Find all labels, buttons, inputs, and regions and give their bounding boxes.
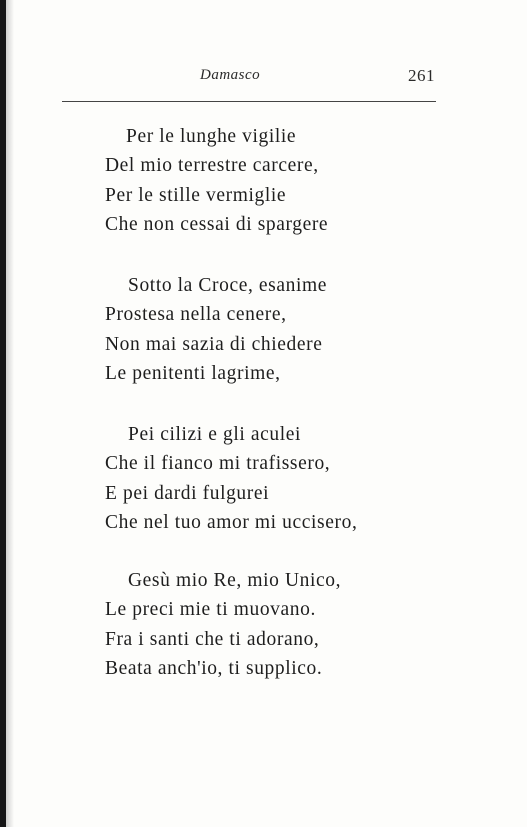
poem-line: Prostesa nella cenere,: [105, 304, 287, 325]
poem-line: Gesù mio Re, mio Unico,: [128, 570, 342, 591]
poem-line: Beata anch'io, ti supplico.: [105, 658, 323, 679]
poem-line: Fra i santi che ti adorano,: [105, 629, 320, 650]
poem-line: E pei dardi fulgurei: [105, 483, 270, 504]
poem-line: Che non cessai di spargere: [105, 214, 329, 235]
page-number: 261: [408, 66, 435, 85]
poem-line: Pei cilizi e gli aculei: [128, 424, 301, 445]
poem-line: Le preci mie ti muovano.: [105, 599, 316, 620]
poem-line: Per le lunghe vigilie: [126, 126, 297, 147]
poem-line: Le penitenti lagrime,: [105, 363, 281, 384]
poem-line: Che il fianco mi trafissero,: [105, 453, 331, 474]
binding-shadow: [6, 0, 14, 827]
poem-line: Che nel tuo amor mi uccisero,: [105, 512, 358, 533]
poem-line: Del mio terrestre carcere,: [105, 155, 319, 176]
header-rule: [62, 101, 436, 102]
running-title: Damasco: [200, 67, 261, 83]
poem-line: Non mai sazia di chiedere: [105, 334, 323, 355]
poem-line: Per le stille vermiglie: [105, 185, 287, 206]
poem-line: Sotto la Croce, esanime: [128, 275, 328, 296]
